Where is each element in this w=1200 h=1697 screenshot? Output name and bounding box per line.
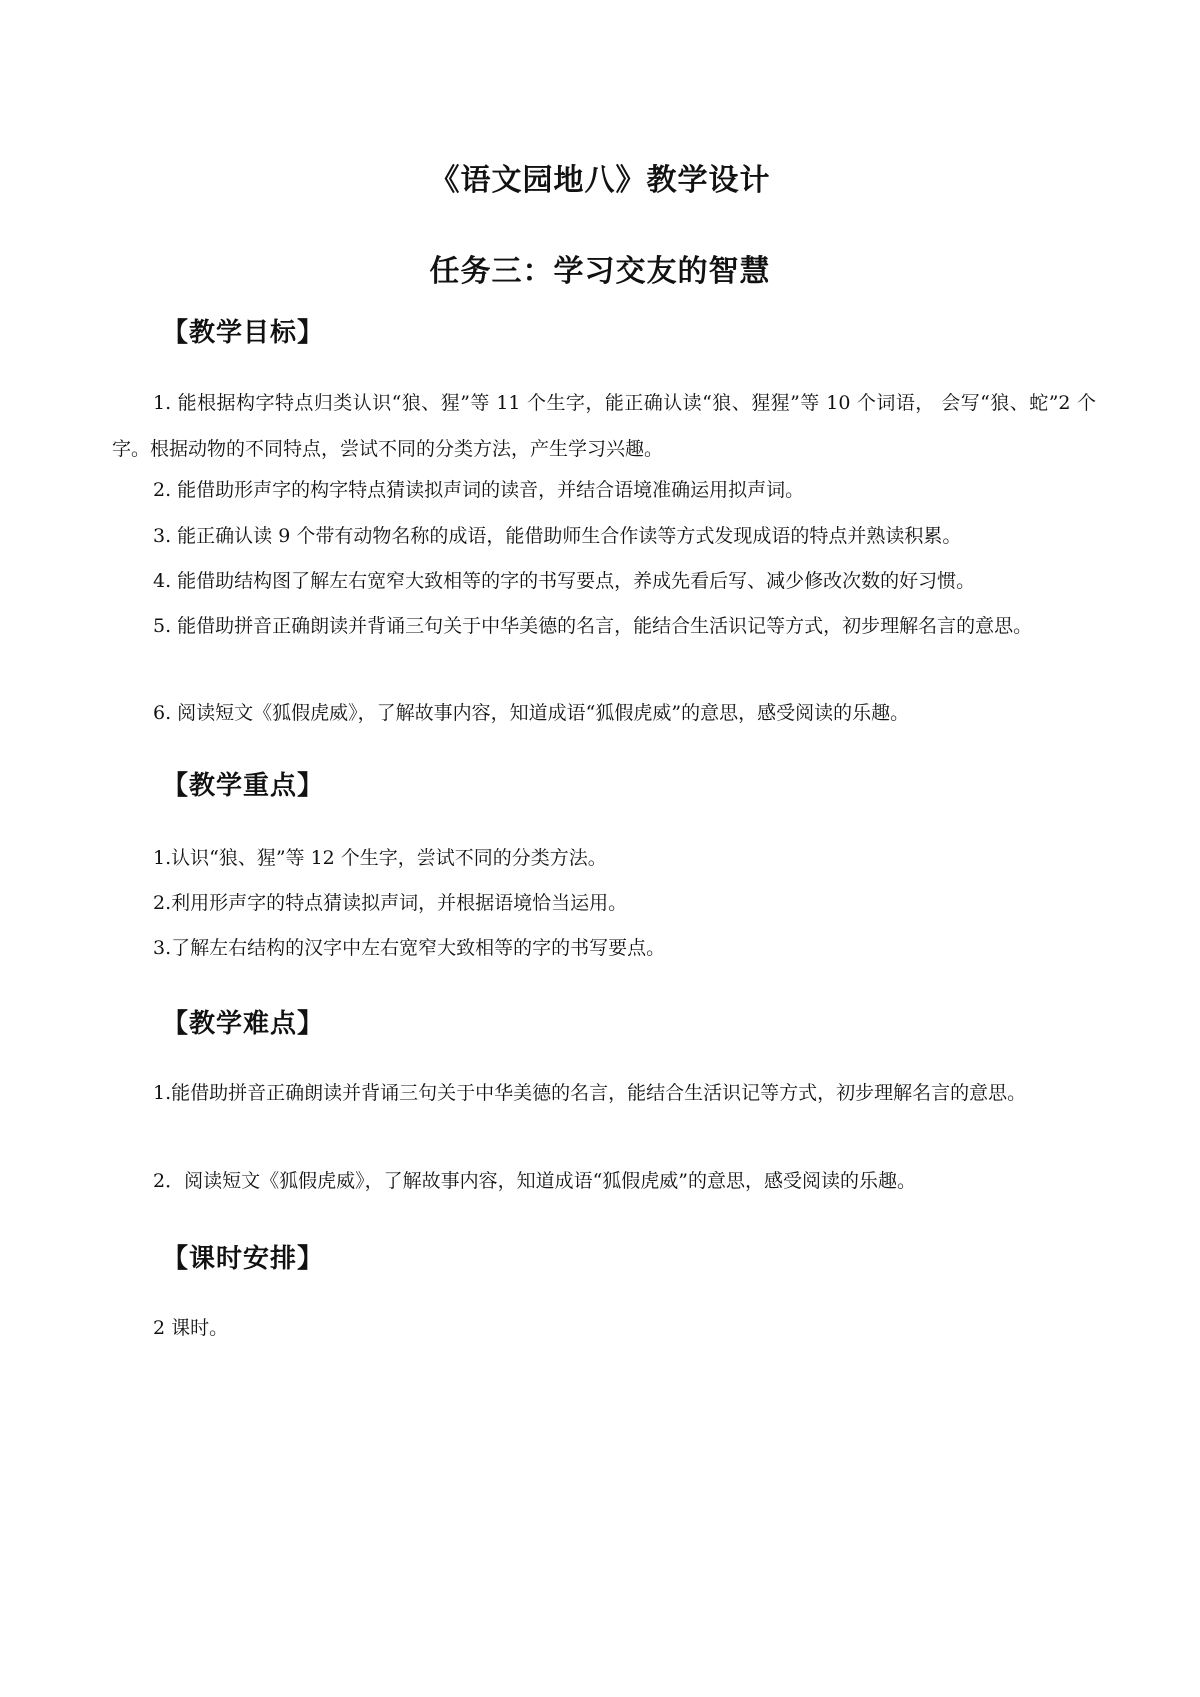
goal-item-6: 6. 阅读短文《狐假虎威》，了解故事内容，知道成语“狐假虎威”的意思，感受阅读的乐趣。	[153, 702, 910, 724]
difficulty-item-1: 1.能借助拼音正确朗读并背诵三句关于中华美德的名言，能结合生活识记等方式，初步理解名言的意思。	[153, 1082, 1027, 1104]
goal-item-2: 2. 能借助形声字的构字特点猜读拟声词的读音，并结合语境准确运用拟声词。	[153, 479, 805, 501]
goal-item-4: 4. 能借助结构图了解左右宽窄大致相等的字的书写要点，养成先看后写、减少修改次数的好习惯。	[153, 570, 976, 592]
schedule-item-1: 2 课时。	[153, 1317, 229, 1339]
goal-item-3: 3. 能正确认读 9 个带有动物名称的成语，能借助师生合作读等方式发现成语的特点并熟读积累。	[153, 525, 962, 547]
section-heading-schedule: 【课时安排】	[162, 1244, 325, 1274]
section-heading-key-points: 【教学重点】	[162, 771, 325, 801]
difficulty-item-2: 2．阅读短文《狐假虎威》，了解故事内容，知道成语“狐假虎威”的意思，感受阅读的乐趣。	[153, 1170, 917, 1192]
document-subtitle: 任务三：学习交友的智慧	[429, 254, 771, 289]
section-heading-goals: 【教学目标】	[162, 318, 325, 348]
key-point-item-2: 2.利用形声字的特点猜读拟声词，并根据语境恰当运用。	[153, 892, 628, 914]
key-point-item-3: 3.了解左右结构的汉字中左右宽窄大致相等的字的书写要点。	[153, 937, 666, 959]
section-heading-difficulties: 【教学难点】	[162, 1009, 325, 1039]
document-title: 《语文园地八》教学设计	[429, 163, 771, 198]
key-point-item-1: 1.认识“狼、猩”等 12 个生字，尝试不同的分类方法。	[153, 847, 607, 869]
goal-item-5: 5. 能借助拼音正确朗读并背诵三句关于中华美德的名言，能结合生活识记等方式，初步理解名言的意思。	[153, 615, 1033, 637]
goal-item-1: 1. 能根据构字特点归类认识“狼、猩”等 11 个生字，能正确认读“狼、猩猩”等 10 个词语， 会写“狼、蛇”2 个字。根据动物的不同特点，尝试不同的分类方法，产生学习兴趣。	[112, 392, 1096, 460]
